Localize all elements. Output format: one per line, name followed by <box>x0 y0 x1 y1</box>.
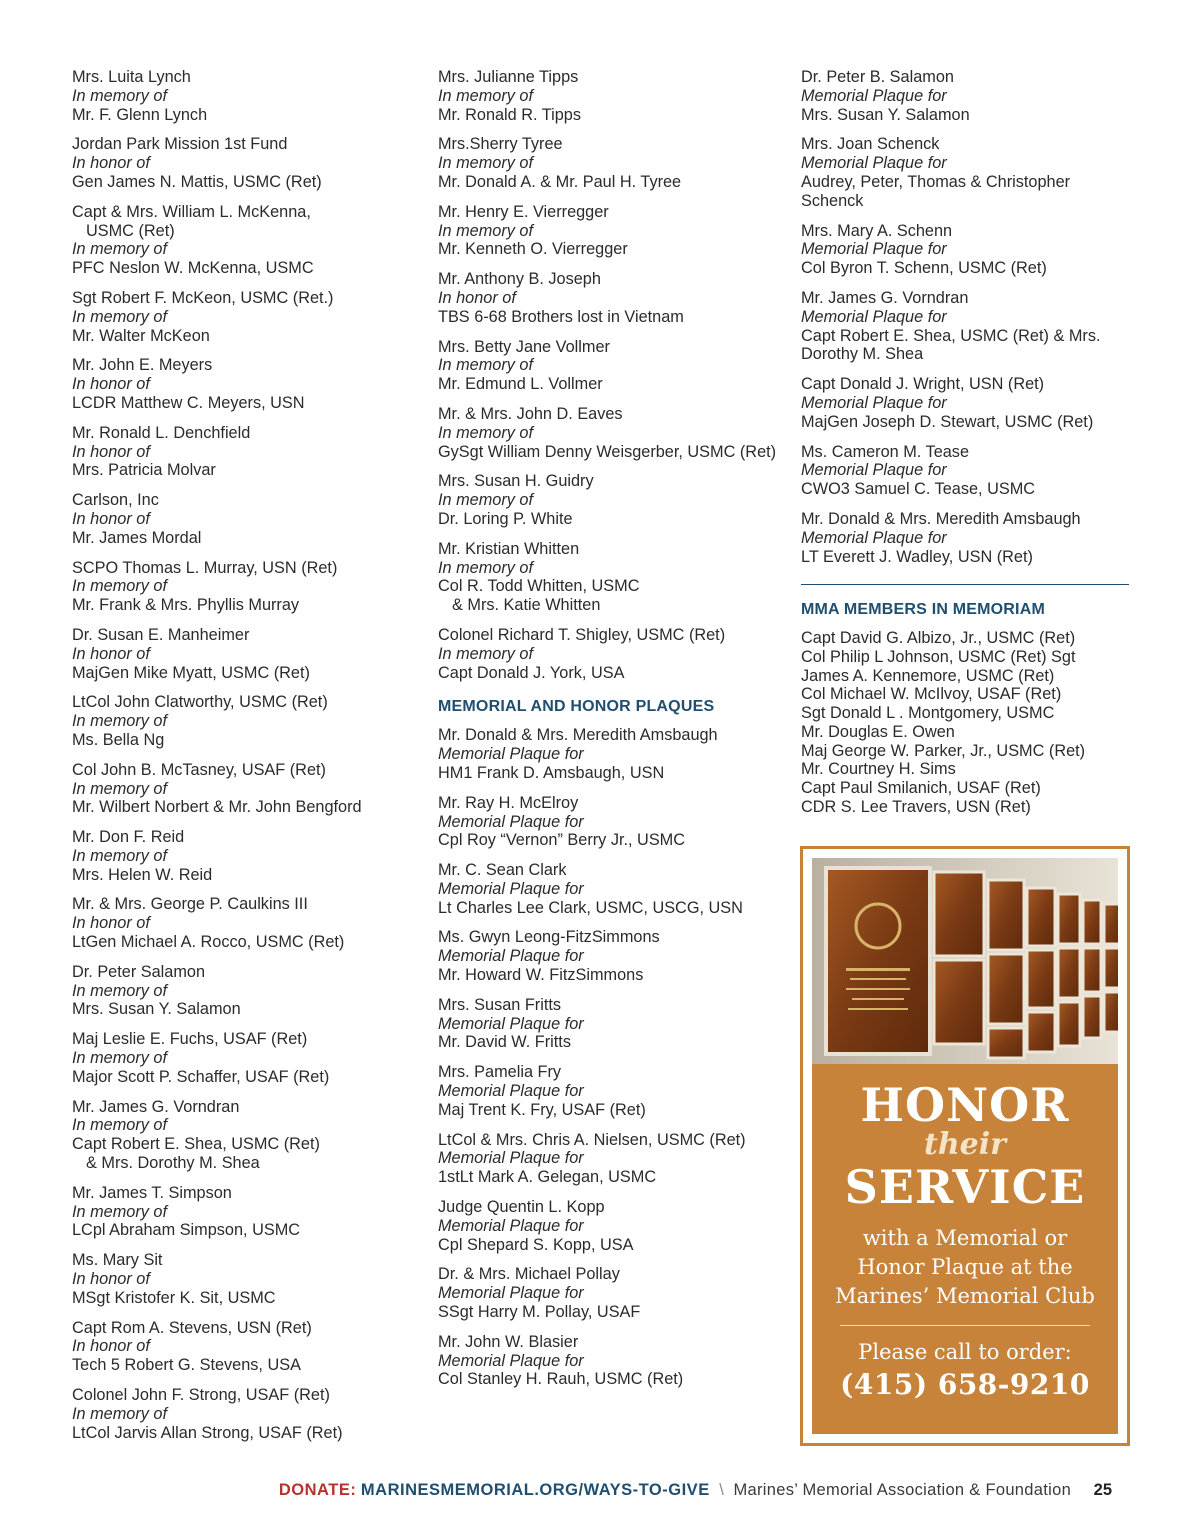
memoriam-member: CDR S. Lee Travers, USN (Ret) <box>801 797 1031 816</box>
page-footer <box>0 1481 1112 1500</box>
honoree-name: Mr. Howard W. FitzSimmons <box>438 966 644 985</box>
donation-entry <box>72 424 417 480</box>
donation-entry <box>72 626 417 682</box>
honoree-name: Dr. Loring P. White <box>438 509 573 528</box>
donor-name: LtCol John Clatworthy, USMC (Ret) <box>72 693 328 712</box>
page-number: 25 <box>1093 1481 1112 1499</box>
donor-name: Dr. & Mrs. Michael Pollay <box>438 1265 620 1284</box>
honoree-name: MajGen Mike Myatt, USMC (Ret) <box>72 663 310 682</box>
donor-name: Mr. Anthony B. Joseph <box>438 270 601 289</box>
footer-donate-link[interactable]: MARINESMEMORIAL.ORG/WAYS-TO-GIVE <box>360 1481 710 1499</box>
honoree-name: Mrs. Susan Y. Salamon <box>801 105 970 124</box>
dedication-type: Memorial Plaque for <box>801 154 947 173</box>
donation-entry <box>438 270 778 326</box>
donor-name: Mrs.Sherry Tyree <box>438 135 563 154</box>
honoree-name: Mr. David W. Fritts <box>438 1033 571 1052</box>
donor-name: Maj Leslie E. Fuchs, USAF (Ret) <box>72 1030 308 1049</box>
plaque-wall-photo <box>812 858 1118 1064</box>
memoriam-member: Sgt Donald L . Montgomery, USMC <box>801 704 1055 723</box>
donation-entry <box>72 559 417 615</box>
donor-name: Mr. Kristian Whitten <box>438 539 580 558</box>
dedication-type: Memorial Plaque for <box>438 879 584 898</box>
donor-name: Mr. Donald & Mrs. Meredith Amsbaugh <box>801 509 1081 528</box>
honoree-name: Mr. Frank & Mrs. Phyllis Murray <box>72 596 300 615</box>
donor-name: Mr. Don F. Reid <box>72 828 185 847</box>
memoriam-member: Capt David G. Albizo, Jr., USMC (Ret) <box>801 629 1076 648</box>
honoree-name: Maj Trent K. Fry, USAF (Ret) <box>438 1100 646 1119</box>
donor-name: SCPO Thomas L. Murray, USN (Ret) <box>72 558 338 577</box>
dedication-type: In memory of <box>72 240 168 259</box>
donor-name: Mr. Donald & Mrs. Meredith Amsbaugh <box>438 726 718 745</box>
memoriam-member: Capt Paul Smilanich, USAF (Ret) <box>801 778 1041 797</box>
honoree-name: 1stLt Mark A. Gelegan, USMC <box>438 1168 657 1187</box>
donation-entry <box>72 693 417 749</box>
donor-name: Mrs. Mary A. Schenn <box>801 221 953 240</box>
column-1 <box>72 68 417 1453</box>
dedication-type: In memory of <box>438 644 534 663</box>
donation-entry <box>438 626 778 682</box>
donor-name: Capt Donald J. Wright, USN (Ret) <box>801 375 1045 394</box>
honoree-name: Cpl Roy “Vernon” Berry Jr., USMC <box>438 831 685 850</box>
dedication-type: Memorial Plaque for <box>801 528 947 547</box>
dedication-type: In memory of <box>438 154 534 173</box>
honoree-name: CWO3 Samuel C. Tease, USMC <box>801 480 1036 499</box>
memoriam-list <box>801 629 1131 816</box>
honoree-name: Mr. Kenneth O. Vierregger <box>438 240 628 259</box>
dedication-type: In memory of <box>72 779 168 798</box>
dedication-type: Memorial Plaque for <box>801 461 947 480</box>
donation-entry <box>438 540 778 615</box>
honoree-name: Mrs. Patricia Molvar <box>72 461 216 480</box>
dedication-type: Memorial Plaque for <box>801 393 947 412</box>
dedication-type: In honor of <box>72 644 150 663</box>
donation-entry <box>72 68 417 124</box>
donation-entry <box>801 135 1131 210</box>
dedication-type: In memory of <box>438 86 534 105</box>
dedication-type: Memorial Plaque for <box>438 1216 584 1235</box>
donation-entry <box>72 1184 417 1240</box>
donation-entry <box>438 1265 778 1321</box>
dedication-type: Memorial Plaque for <box>438 947 584 966</box>
donor-name: Mr. John W. Blasier <box>438 1332 579 1351</box>
donation-entry <box>801 510 1131 566</box>
ad-headline-service: SERVICE <box>844 1160 1086 1214</box>
honoree-name: SSgt Harry M. Pollay, USAF <box>438 1303 641 1322</box>
dedication-type: Memorial Plaque for <box>801 240 947 259</box>
donor-name: Mrs. Pamelia Fry <box>438 1063 562 1082</box>
plaque-advertisement <box>800 846 1130 1446</box>
donation-entry <box>72 1386 417 1442</box>
dedication-type: Memorial Plaque for <box>438 1082 584 1101</box>
donation-entry <box>438 338 778 394</box>
donation-entry <box>72 963 417 1019</box>
donor-name: Col John B. McTasney, USAF (Ret) <box>72 760 326 779</box>
dedication-type: In memory of <box>72 846 168 865</box>
donation-entry <box>438 726 778 782</box>
donation-entry <box>438 1131 778 1187</box>
dedication-type: In memory of <box>438 558 534 577</box>
donation-entry <box>438 861 778 917</box>
honoree-name: Mr. F. Glenn Lynch <box>72 105 208 124</box>
honoree-name: Mr. Ronald R. Tipps <box>438 105 581 124</box>
donor-name: Ms. Mary Sit <box>72 1251 163 1270</box>
donor-name: Mr. Ronald L. Denchfield <box>72 423 251 442</box>
donor-name: Mr. James G. Vorndran <box>801 288 969 307</box>
donor-name: Dr. Peter Salamon <box>72 962 206 981</box>
donation-entry <box>438 68 778 124</box>
honoree-name: Col R. Todd Whitten, USMC <box>438 577 640 596</box>
donation-entry <box>438 928 778 984</box>
memoriam-member: Maj George W. Parker, Jr., USMC (Ret) <box>801 741 1086 760</box>
donor-name: Mr. C. Sean Clark <box>438 861 567 880</box>
donation-entry <box>72 1030 417 1086</box>
dedication-type: Memorial Plaque for <box>801 307 947 326</box>
honoree-name: LCpl Abraham Simpson, USMC <box>72 1221 301 1240</box>
donation-entry <box>72 895 417 951</box>
donor-name: Mrs. Julianne Tipps <box>438 68 579 86</box>
ad-divider <box>840 1325 1090 1326</box>
donation-entry <box>801 289 1131 364</box>
footer-organization: Marines’ Memorial Association & Foundation <box>733 1481 1072 1499</box>
honoree-name: Lt Charles Lee Clark, USMC, USCG, USN <box>438 898 743 917</box>
donor-name: Colonel Richard T. Shigley, USMC (Ret) <box>438 625 726 644</box>
donation-entry <box>801 68 1131 124</box>
ad-text-block <box>812 1064 1118 1434</box>
dedication-type: In memory of <box>438 491 534 510</box>
donor-name: Dr. Peter B. Salamon <box>801 68 954 86</box>
dedication-type: In memory of <box>438 423 534 442</box>
honoree-name: Capt Robert E. Shea, USMC (Ret) <box>72 1135 320 1154</box>
memoriam-section-title: MMA MEMBERS IN MEMORIAM <box>801 601 1045 619</box>
dedication-type: Memorial Plaque for <box>438 812 584 831</box>
dedication-type: Memorial Plaque for <box>438 1351 584 1370</box>
donation-entry <box>72 828 417 884</box>
ad-call-to-order: Please call to order: <box>858 1340 1072 1364</box>
donation-entry <box>438 1198 778 1254</box>
honoree-name: Tech 5 Robert G. Stevens, USA <box>72 1356 301 1375</box>
donation-entry <box>801 222 1131 278</box>
donation-entry <box>438 1333 778 1389</box>
donation-entry <box>72 1319 417 1375</box>
plaques-section-title: MEMORIAL AND HONOR PLAQUES <box>438 698 715 716</box>
dedication-type: Memorial Plaque for <box>438 1149 584 1168</box>
honoree-name: Gen James N. Mattis, USMC (Ret) <box>72 172 322 191</box>
plaque-wall-illustration <box>812 858 1118 1064</box>
donation-entry <box>72 203 417 278</box>
honoree-name-continued: & Mrs. Katie Whitten <box>452 596 601 615</box>
donor-name: Mr. James G. Vorndran <box>72 1097 240 1116</box>
ad-panel <box>812 858 1118 1434</box>
dedication-type: In honor of <box>72 914 150 933</box>
dedication-type: In honor of <box>72 509 150 528</box>
footer-donate-label: DONATE: <box>278 1481 357 1499</box>
donation-entry <box>438 996 778 1052</box>
honoree-name: LCDR Matthew C. Meyers, USN <box>72 393 305 412</box>
memoriam-member: James A. Kennemore, USMC (Ret) <box>801 666 1055 685</box>
donation-entry <box>438 472 778 528</box>
honoree-name: HM1 Frank D. Amsbaugh, USN <box>438 763 665 782</box>
donor-name-continued: USMC (Ret) <box>86 221 175 240</box>
donation-entry <box>801 443 1131 499</box>
dedication-type: In honor of <box>72 1337 150 1356</box>
donation-entry <box>72 356 417 412</box>
dedication-type: In memory of <box>72 307 168 326</box>
honoree-name: Ms. Bella Ng <box>72 730 165 749</box>
honoree-name: MSgt Kristofer K. Sit, USMC <box>72 1288 276 1307</box>
donation-entry <box>801 375 1131 431</box>
honoree-name: Cpl Shepard S. Kopp, USA <box>438 1235 634 1254</box>
section-divider <box>801 584 1129 585</box>
ad-description: with a Memorial or Honor Plaque at the Marines’ Memorial Club <box>835 1226 1095 1308</box>
honoree-name: Mr. Walter McKeon <box>72 326 210 345</box>
donor-name: Mr. Henry E. Vierregger <box>438 202 609 221</box>
donation-entry <box>72 1251 417 1307</box>
dedication-type: In memory of <box>72 577 168 596</box>
donor-name: Mrs. Susan H. Guidry <box>438 472 594 491</box>
dedication-type: Memorial Plaque for <box>438 745 584 764</box>
donor-name: Carlson, Inc <box>72 491 159 510</box>
column-2 <box>438 68 778 1400</box>
donation-entry <box>72 491 417 547</box>
donor-name: Capt & Mrs. William L. McKenna, <box>72 202 311 221</box>
donation-entry <box>72 135 417 191</box>
dedication-type: In memory of <box>72 1202 168 1221</box>
dedication-type: In honor of <box>72 154 150 173</box>
donor-name: Colonel John F. Strong, USAF (Ret) <box>72 1386 330 1405</box>
donation-entry <box>72 761 417 817</box>
donor-name: Judge Quentin L. Kopp <box>438 1198 605 1217</box>
ad-headline-honor: HONOR <box>860 1078 1070 1132</box>
honoree-name: LT Everett J. Wadley, USN (Ret) <box>801 547 1033 566</box>
honoree-name: Audrey, Peter, Thomas & Christopher Schenck <box>801 172 1071 210</box>
honoree-name: Mrs. Susan Y. Salamon <box>72 1000 241 1019</box>
dedication-type: In memory of <box>72 1404 168 1423</box>
donor-name: Mr. Ray H. McElroy <box>438 793 579 812</box>
honoree-name: Mr. Donald A. & Mr. Paul H. Tyree <box>438 172 682 191</box>
honoree-name-continued: & Mrs. Dorothy M. Shea <box>86 1154 260 1173</box>
donor-name: Mrs. Joan Schenck <box>801 135 940 154</box>
donation-entry <box>72 1098 417 1173</box>
dedication-type: In honor of <box>438 288 516 307</box>
memoriam-member: Mr. Courtney H. Sims <box>801 760 956 779</box>
ad-headline-their: their <box>924 1127 1006 1162</box>
dedication-type: In memory of <box>72 712 168 731</box>
donation-entry <box>438 203 778 259</box>
honoree-name: Major Scott P. Schaffer, USAF (Ret) <box>72 1067 330 1086</box>
dedication-type: In memory of <box>72 1049 168 1068</box>
donor-name: Ms. Gwyn Leong-FitzSimmons <box>438 928 660 947</box>
donation-entry <box>438 405 778 461</box>
donor-name: Ms. Cameron M. Tease <box>801 442 969 461</box>
honoree-name: TBS 6-68 Brothers lost in Vietnam <box>438 307 684 326</box>
honoree-name: PFC Neslon W. McKenna, USMC <box>72 259 314 278</box>
honoree-name: GySgt William Denny Weisgerber, USMC (Ret) <box>438 442 777 461</box>
honoree-name: Mr. James Mordal <box>72 528 202 547</box>
footer-separator: \ <box>719 1481 724 1499</box>
honoree-name: Mr. Wilbert Norbert & Mr. John Bengford <box>72 798 362 817</box>
donation-entry <box>72 289 417 345</box>
dedication-type: In memory of <box>72 981 168 1000</box>
dedication-type: In memory of <box>72 86 168 105</box>
honoree-name: Mrs. Helen W. Reid <box>72 865 213 884</box>
donation-entry <box>438 1063 778 1119</box>
donor-name: Mr. John E. Meyers <box>72 356 213 375</box>
donor-name: Mr. & Mrs. George P. Caulkins III <box>72 895 308 914</box>
dedication-type: In memory of <box>72 1116 168 1135</box>
honoree-name: Col Byron T. Schenn, USMC (Ret) <box>801 259 1047 278</box>
honoree-name: LtGen Michael A. Rocco, USMC (Ret) <box>72 933 345 952</box>
dedication-type: In honor of <box>72 375 150 394</box>
honoree-name: Capt Donald J. York, USA <box>438 663 625 682</box>
donor-name: Mrs. Susan Fritts <box>438 995 562 1014</box>
column-3 <box>801 68 1131 816</box>
dedication-type: In honor of <box>72 1270 150 1289</box>
memoriam-member: Col Philip L Johnson, USMC (Ret) Sgt <box>801 648 1076 667</box>
dedication-type: In memory of <box>438 356 534 375</box>
ad-phone-number[interactable]: (415) 658-9210 <box>840 1368 1090 1401</box>
donor-name: Mr. & Mrs. John D. Eaves <box>438 404 623 423</box>
dedication-type: In memory of <box>438 221 534 240</box>
dedication-type: Memorial Plaque for <box>801 86 947 105</box>
honoree-name: MajGen Joseph D. Stewart, USMC (Ret) <box>801 412 1094 431</box>
donor-name: Mrs. Luita Lynch <box>72 68 191 86</box>
dedication-type: Memorial Plaque for <box>438 1284 584 1303</box>
dedication-type: In honor of <box>72 442 150 461</box>
donor-name: Capt Rom A. Stevens, USN (Ret) <box>72 1318 312 1337</box>
donor-name: Mrs. Betty Jane Vollmer <box>438 337 610 356</box>
donation-entry <box>438 794 778 850</box>
honoree-name: Capt Robert E. Shea, USMC (Ret) & Mrs. Dorothy M. Shea <box>801 326 1101 364</box>
donor-name: Jordan Park Mission 1st Fund <box>72 135 288 154</box>
donor-name: Sgt Robert F. McKeon, USMC (Ret.) <box>72 288 334 307</box>
donor-name: Mr. James T. Simpson <box>72 1183 232 1202</box>
memoriam-member: Col Michael W. McIlvoy, USAF (Ret) <box>801 685 1062 704</box>
honoree-name: Col Stanley H. Rauh, USMC (Ret) <box>438 1370 684 1389</box>
honoree-name: LtCol Jarvis Allan Strong, USAF (Ret) <box>72 1423 343 1442</box>
donor-name: LtCol & Mrs. Chris A. Nielsen, USMC (Ret) <box>438 1130 746 1149</box>
donation-entry <box>438 135 778 191</box>
memoriam-member: Mr. Douglas E. Owen <box>801 722 955 741</box>
dedication-type: Memorial Plaque for <box>438 1014 584 1033</box>
donor-name: Dr. Susan E. Manheimer <box>72 625 250 644</box>
honoree-name: Mr. Edmund L. Vollmer <box>438 375 603 394</box>
